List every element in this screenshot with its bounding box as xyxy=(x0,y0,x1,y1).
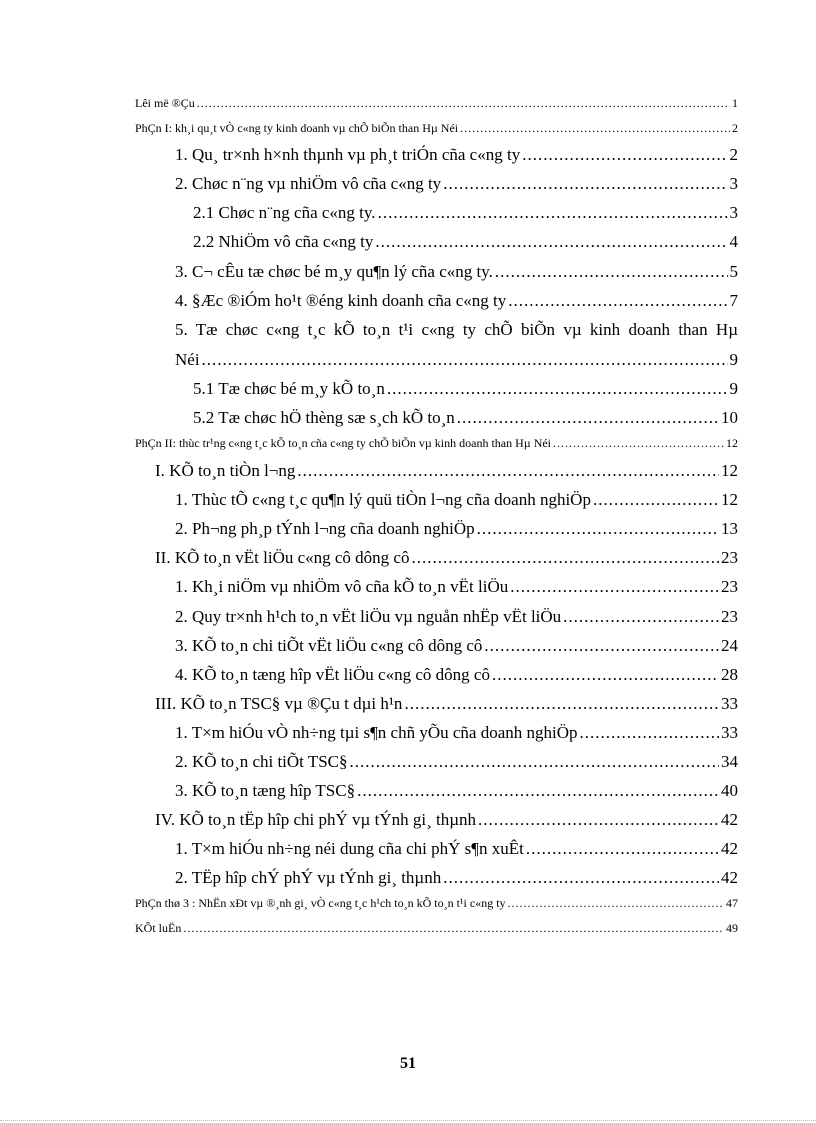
toc-entry-title: 4. KÕ to¸n tæng hîp vËt liÖu c«ng cô dông cô xyxy=(175,665,490,684)
toc-entry-title: PhÇn thø 3 : NhËn xÐt vµ ®¸nh gi¸ vÒ c«ng t¸c h¹ch to¸n kÕ to¸n t¹i c«ng ty xyxy=(135,896,506,910)
toc-entry-page: 42 xyxy=(721,868,738,887)
toc-leader xyxy=(183,921,724,936)
toc-entry-title: 5.2 Tæ chøc hÖ thèng sæ s¸ch kÕ to¸n xyxy=(193,408,455,427)
toc-entry xyxy=(175,665,738,685)
toc-entry xyxy=(135,121,738,136)
toc-leader xyxy=(580,723,719,743)
toc-entry-title: I. KÕ to¸n tiÒn l¬ng xyxy=(155,461,296,480)
toc-entry-page: 12 xyxy=(721,461,738,480)
toc-leader xyxy=(357,781,719,801)
toc-leader xyxy=(404,694,719,714)
toc-entry xyxy=(193,232,738,252)
toc-entry-page: 42 xyxy=(721,839,738,858)
toc-entry-title: 2. KÕ to¸n chi tiÕt TSC§ xyxy=(175,752,348,771)
toc-entry-title: 5.1 Tæ chøc bé m¸y kÕ to¸n xyxy=(193,379,385,398)
toc-entry-page: 2 xyxy=(732,121,738,135)
toc-entry-title: 1. T×m hiÓu vÒ nh÷ng tµi s¶n chñ yÕu cña doanh nghiÖp xyxy=(175,723,578,742)
toc-entry-page: 4 xyxy=(729,232,738,251)
toc-leader xyxy=(492,665,719,685)
toc-entry xyxy=(175,636,738,656)
toc-entry-page: 47 xyxy=(726,896,738,910)
toc-leader xyxy=(297,461,719,481)
toc-entry xyxy=(193,203,738,223)
toc-entry-page: 33 xyxy=(721,694,738,713)
toc-entry xyxy=(175,350,738,370)
toc-leader xyxy=(443,174,727,194)
toc-entry-page: 2 xyxy=(729,145,738,164)
toc-entry-page: 9 xyxy=(729,379,738,398)
toc-entry-title: 2. TËp hîp chÝ phÝ vµ tÝnh gi¸ thµnh xyxy=(175,868,442,887)
toc-leader xyxy=(460,121,730,136)
toc-entry xyxy=(193,379,738,399)
page-number: 51 xyxy=(400,1055,416,1072)
toc-entry-page: 7 xyxy=(729,291,738,310)
toc-entry xyxy=(175,723,738,743)
toc-leader xyxy=(526,839,719,859)
toc-entry-page: 28 xyxy=(721,665,738,684)
toc-entry xyxy=(135,896,738,911)
toc-entry xyxy=(175,607,738,627)
toc-entry-page: 34 xyxy=(721,752,738,771)
toc-entry xyxy=(135,96,738,111)
toc-entry xyxy=(175,490,738,510)
toc-entry-page: 33 xyxy=(721,723,738,742)
toc-leader xyxy=(202,350,728,370)
toc-entry-title-continued: Néi xyxy=(175,350,200,369)
toc-entry-title: 1. T×m hiÓu nh÷ng néi dung cña chi phÝ s¶n xuÊt xyxy=(175,839,524,858)
toc-entry-page: 3 xyxy=(729,174,738,193)
toc-leader xyxy=(495,262,728,282)
toc-entry xyxy=(175,752,738,772)
toc-leader xyxy=(350,752,719,772)
toc-entry-title: III. KÕ to¸n TSC§ vµ ®Çu t dµi h¹n xyxy=(155,694,403,713)
toc-entry-title: 3. C¬ cÊu tæ chøc bé m¸y qu¶n lý cña c«ng ty. xyxy=(175,262,493,281)
toc-entry xyxy=(155,810,738,830)
toc-entry-title: PhÇn I: kh¸i qu¸t vÒ c«ng ty kinh doanh vµ chÕ biÕn than Hµ Néi xyxy=(135,121,459,135)
toc-entry-title: 1. Qu¸ tr×nh h×nh thµnh vµ ph¸t triÓn cña c«ng ty xyxy=(175,145,521,164)
toc-leader xyxy=(197,96,730,111)
toc-entry-title: 1. Thùc tÕ c«ng t¸c qu¶n lý quü tiÒn l¬ng cña doanh nghiÖp xyxy=(175,490,591,509)
toc-entry-title: 5. Tæ chøc c«ng t¸c kÕ to¸n t¹i c«ng ty chÕ biÕn vµ kinh doanh than Hµ xyxy=(175,320,738,339)
toc-entry xyxy=(175,145,738,165)
toc-leader xyxy=(553,436,724,451)
toc-entry-title: 3. KÕ to¸n chi tiÕt vËt liÖu c«ng cô dông cô xyxy=(175,636,483,655)
toc-entry-page: 49 xyxy=(726,921,738,935)
toc-leader xyxy=(484,636,719,656)
toc-entry-title: II. KÕ to¸n vËt liÖu c«ng cô dông cô xyxy=(155,548,410,567)
toc-entry-page: 23 xyxy=(721,548,738,567)
toc-entry-title: 2. Ph¬ng ph¸p tÝnh l¬ng cña doanh nghiÖp xyxy=(175,519,475,538)
page-bottom-divider xyxy=(0,1120,816,1121)
toc-leader xyxy=(508,896,724,911)
toc-leader xyxy=(411,548,719,568)
toc-leader xyxy=(387,379,728,399)
toc-entry xyxy=(155,694,738,714)
toc-entry-page: 40 xyxy=(721,781,738,800)
toc-entry-title: 2.1 Chøc n¨ng cña c«ng ty. xyxy=(193,203,376,222)
toc-entry xyxy=(155,548,738,568)
toc-entry xyxy=(135,921,738,936)
toc-entry xyxy=(175,577,738,597)
toc-entry-page: 42 xyxy=(721,810,738,829)
toc-entry-title: 4. §Æc ®iÓm ho¹t ®éng kinh doanh cña c«ng ty xyxy=(175,291,507,310)
toc-leader xyxy=(477,519,719,539)
toc-entry-title: 2. Chøc n¨ng vµ nhiÖm vô cña c«ng ty xyxy=(175,174,442,193)
toc-entry-page: 5 xyxy=(729,262,738,281)
toc-entry-title: 2.2 NhiÖm vô cña c«ng ty xyxy=(193,232,374,251)
toc-entry-title: IV. KÕ to¸n tËp hîp chi phÝ vµ tÝnh gi¸ thµnh xyxy=(155,810,477,829)
toc-entry xyxy=(175,262,738,282)
toc-entry-page: 3 xyxy=(729,203,738,222)
toc-entry-page: 13 xyxy=(721,519,738,538)
toc-entry-page: 23 xyxy=(721,577,738,596)
toc-entry xyxy=(135,436,738,451)
toc-leader xyxy=(375,232,727,252)
toc-entry xyxy=(175,174,738,194)
toc-entry-title: KÕt luËn xyxy=(135,921,182,935)
toc-entry-title: PhÇn II: thùc tr¹ng c«ng t¸c kÕ to¸n cña c«ng ty chÕ biÕn vµ kinh doanh than Hµ Néi xyxy=(135,436,552,450)
toc-entry-page: 12 xyxy=(721,490,738,509)
toc-entry xyxy=(175,519,738,539)
toc-leader xyxy=(593,490,719,510)
toc-entry-page: 24 xyxy=(721,636,738,655)
toc-entry-page: 9 xyxy=(729,350,738,369)
toc-entry-title: 2. Quy tr×nh h¹ch to¸n vËt liÖu vµ nguån nhËp vËt liÖu xyxy=(175,607,562,626)
toc-leader xyxy=(443,868,719,888)
toc-leader xyxy=(478,810,719,830)
toc-entry xyxy=(175,781,738,801)
toc-entry-title: 3. KÕ to¸n tæng hîp TSC§ xyxy=(175,781,356,800)
toc-entry-title: Lêi më ®Çu xyxy=(135,96,195,110)
toc-leader xyxy=(457,408,719,428)
toc-leader xyxy=(563,607,719,627)
toc-entry-page: 10 xyxy=(721,408,738,427)
toc-leader xyxy=(378,203,728,223)
toc-leader xyxy=(508,291,727,311)
toc-entry xyxy=(175,839,738,859)
toc-entry xyxy=(193,408,738,428)
toc-entry xyxy=(175,868,738,888)
toc-leader xyxy=(522,145,727,165)
toc-entry xyxy=(175,291,738,311)
toc-leader xyxy=(510,577,719,597)
toc-entry xyxy=(155,461,738,481)
toc-entry-page: 1 xyxy=(732,96,738,110)
toc-entry-page: 23 xyxy=(721,607,738,626)
toc-entry-page: 12 xyxy=(726,436,738,450)
toc-entry-title: 1. Kh¸i niÖm vµ nhiÖm vô cña kÕ to¸n vËt liÖu xyxy=(175,577,509,596)
